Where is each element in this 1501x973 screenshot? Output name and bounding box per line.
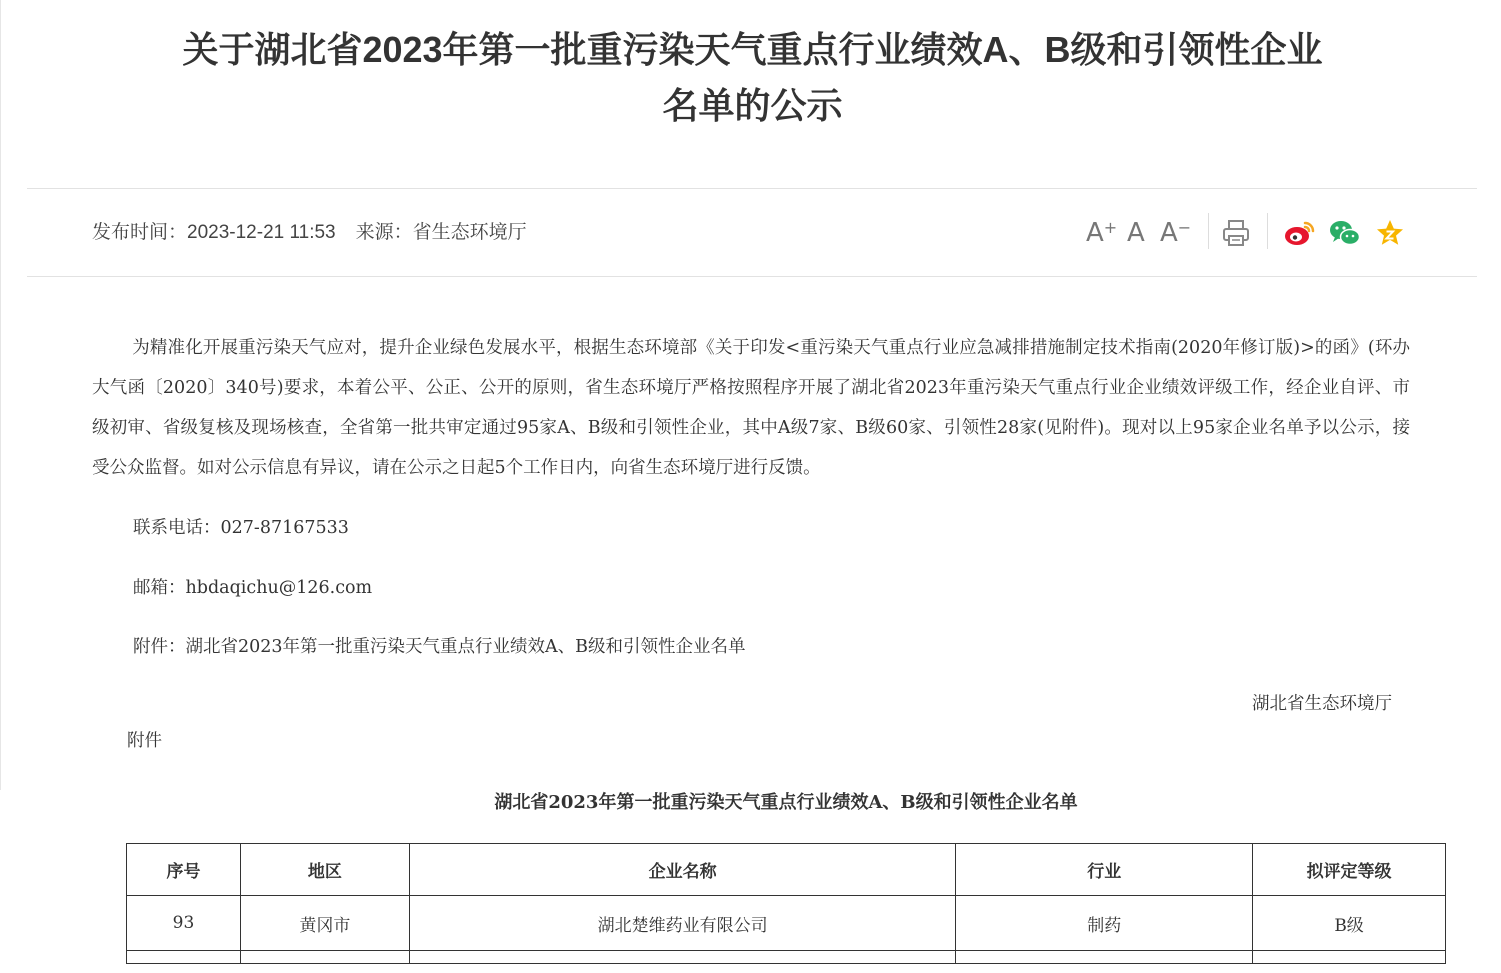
font-default-icon: A [1127, 218, 1145, 248]
page-title-line-1: 关于湖北省2023年第一批重污染天气重点行业绩效A、B级和引领性企业 [182, 29, 1323, 70]
font-smaller-icon: A− [1160, 218, 1192, 248]
header-region: 地区 [240, 844, 409, 896]
page-title-line-2: 名单的公示 [662, 85, 843, 126]
print-icon [1221, 217, 1251, 249]
font-default-button[interactable] [1127, 212, 1145, 254]
page-title [120, 22, 1385, 134]
cell-grade: B级 [1253, 896, 1446, 951]
source-name: 省生态环境厅 [412, 222, 527, 243]
source-label: 来源： [355, 222, 413, 243]
header-index: 序号 [127, 844, 241, 896]
enterprise-table [126, 843, 1446, 964]
font-larger-icon: A+ [1086, 218, 1118, 248]
header-grade: 拟评定等级 [1253, 844, 1446, 896]
cell-region: 黄冈市 [240, 896, 409, 951]
favorite-button[interactable] [1374, 217, 1406, 249]
title-divider [27, 188, 1477, 189]
share-wechat-button[interactable] [1328, 217, 1360, 249]
signature: 湖北省生态环境厅 [1252, 694, 1392, 714]
table-header-row [127, 844, 1446, 896]
favorite-icon [1374, 217, 1406, 249]
toolbar-separator [1267, 213, 1268, 249]
weibo-icon [1283, 217, 1317, 249]
contact-phone: 联系电话：027-87167533 [133, 518, 349, 538]
article-body [92, 328, 1410, 488]
header-company: 企业名称 [409, 844, 956, 896]
print-button[interactable] [1221, 217, 1253, 249]
wechat-icon [1328, 217, 1362, 249]
publish-time: 2023-12-21 11:53 [187, 222, 336, 243]
appendix-label: 附件 [127, 731, 162, 751]
cell-industry: 制药 [956, 896, 1253, 951]
cell-index: 93 [127, 896, 241, 951]
table-title: 湖北省2023年第一批重污染天气重点行业绩效A、B级和引领性企业名单 [494, 792, 1078, 813]
font-larger-button[interactable] [1086, 212, 1117, 254]
toolbar-separator [1208, 213, 1209, 249]
meta-divider [27, 276, 1477, 277]
body-paragraph: 为精准化开展重污染天气应对，提升企业绿色发展水平，根据生态环境部《关于印发<重污染天气重点行业应急减排措施制定技术指南(2020年修订版)>的函》(环办大气函〔2020〕340号)要求，本着公平、公正、公开的原则，省生态环境厅严格按照程序开展了湖北省2023年重污染天气重点行业企业绩效评级工作，经企业自评、市级初审、省级复核及现场核查，全省第一批共审定通过95家A、B级和引领性企业，其中A级7家、B级60家、引领性28家(见附件)。现对以上95家企业名单予以公示，接受公众监督。如对公示信息有异议，请在公示之日起5个工作日内，向省生态环境厅进行反馈。 [92, 338, 1410, 478]
publish-time-label: 发布时间： [92, 222, 188, 243]
table-row [127, 896, 1446, 951]
article-meta [92, 217, 527, 244]
header-industry: 行业 [956, 844, 1253, 896]
table-row [127, 951, 1446, 964]
attachment-line: 附件：湖北省2023年第一批重污染天气重点行业绩效A、B级和引领性企业名单 [133, 637, 746, 657]
left-border [0, 0, 1, 790]
cell-company: 湖北楚维药业有限公司 [409, 896, 956, 951]
share-weibo-button[interactable] [1283, 217, 1315, 249]
contact-email: 邮箱：hbdaqichu@126.com [133, 578, 373, 598]
font-smaller-button[interactable] [1160, 212, 1191, 254]
